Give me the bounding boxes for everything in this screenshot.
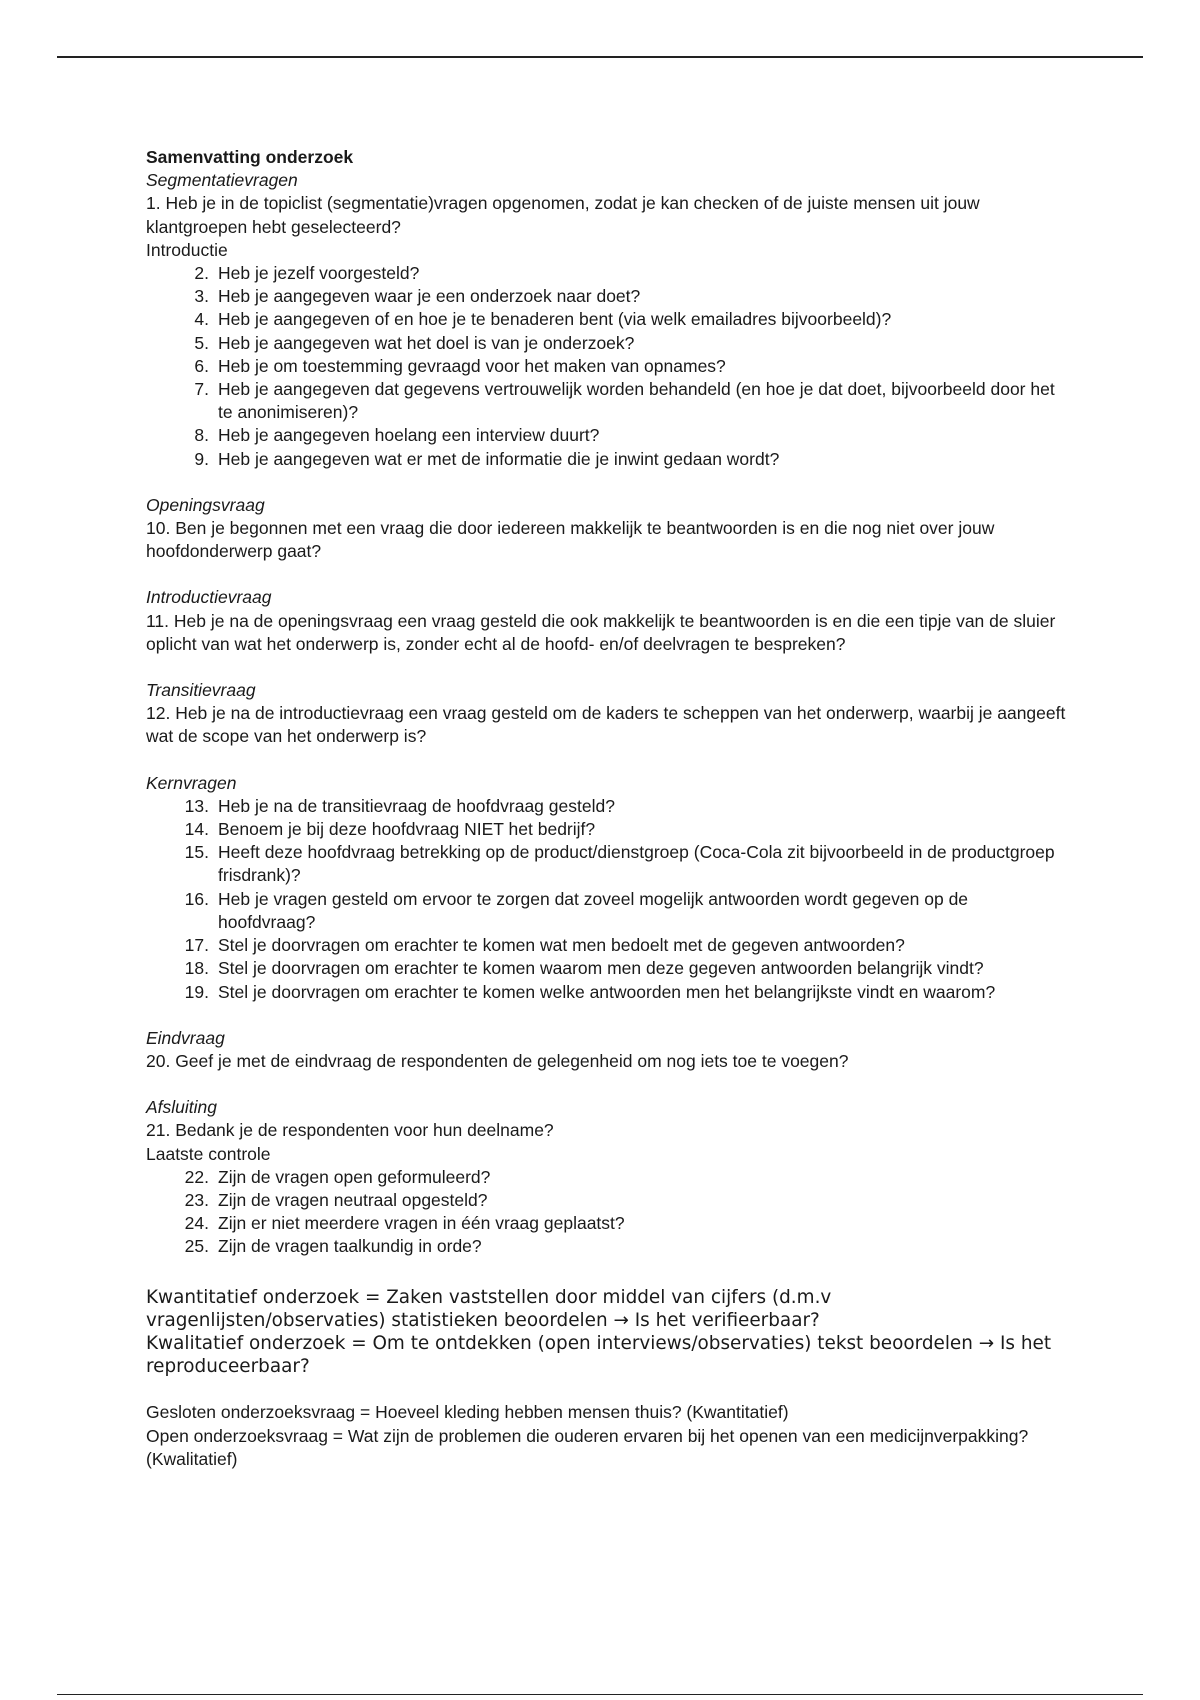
example-open: Open onderzoeksvraag = Wat zijn de problemen die ouderen ervaren bij het openen van een medicijnverpakking? (Kwalitatief)	[146, 1425, 1029, 1469]
list-text: Stel je doorvragen om erachter te komen wat men bedoelt met de gegeven antwoorden?	[218, 935, 905, 956]
list-text: Zijn er niet meerdere vragen in één vraag geplaatst?	[218, 1213, 625, 1234]
list-item	[146, 1212, 1066, 1235]
heading-openingsvraag: Openingsvraag	[146, 494, 265, 515]
list-number: 13.	[184, 795, 209, 816]
heading-segmentatievragen: Segmentatievragen	[146, 170, 298, 191]
list-text: Stel je doorvragen om erachter te komen waarom men deze gegeven antwoorden belangrijk vindt?	[218, 958, 984, 979]
list-item	[146, 981, 1066, 1004]
list-item	[146, 378, 1066, 424]
definitions-block	[146, 1286, 1066, 1379]
question-1: 1. Heb je in de topiclist (segmentatie)vragen opgenomen, zodat je kan checken of de juiste mensen uit jouw klantgroepen hebt geselecteerd?	[146, 193, 980, 237]
list-text: Heb je jezelf voorgesteld?	[218, 263, 420, 284]
heading-introductie: Introductie	[146, 239, 228, 260]
list-number: 9.	[194, 448, 209, 469]
list-number: 22.	[184, 1166, 209, 1187]
question-10: 10. Ben je begonnen met een vraag die door iedereen makkelijk te beantwoorden is en die nog niet over jouw hoofdonderwerp gaat?	[146, 518, 995, 562]
question-12: 12. Heb je na de introductievraag een vraag gesteld om de kaders te scheppen van het onderwerp, waarbij je aangeeft wat de scope van het onderwerp is?	[146, 703, 1066, 747]
list-item	[146, 424, 1066, 447]
examples-block	[146, 1401, 1066, 1471]
list-number: 16.	[184, 888, 209, 909]
list-item	[146, 1235, 1066, 1258]
list-item	[146, 285, 1066, 308]
definition-kwalitatief: Kwalitatief onderzoek = Om te ontdekken (open interviews/observaties) tekst beoordelen → Is het reproduceerbaar?	[146, 1332, 1052, 1378]
footer-rule	[57, 1694, 1143, 1695]
list-number: 14.	[184, 819, 209, 840]
heading-eindvraag: Eindvraag	[146, 1027, 225, 1048]
list-item	[146, 355, 1066, 378]
list-number: 23.	[184, 1189, 209, 1210]
question-21: 21. Bedank je de respondenten voor hun deelname?	[146, 1120, 554, 1141]
heading-transitievraag: Transitievraag	[146, 680, 256, 701]
list-item	[146, 308, 1066, 331]
list-item	[146, 332, 1066, 355]
heading-laatste-controle: Laatste controle	[146, 1143, 271, 1164]
list-item	[146, 818, 1066, 841]
list-text: Heb je om toestemming gevraagd voor het maken van opnames?	[218, 355, 726, 376]
list-text: Heb je aangegeven wat er met de informatie die je inwint gedaan wordt?	[218, 448, 780, 469]
heading-afsluiting: Afsluiting	[146, 1097, 218, 1118]
list-text: Zijn de vragen taalkundig in orde?	[218, 1236, 482, 1257]
list-text: Heeft deze hoofdvraag betrekking op de product/dienstgroep (Coca-Cola zit bijvoorbeeld in de productgroep frisdrank)?	[218, 842, 1055, 886]
list-number: 4.	[194, 309, 209, 330]
list-text: Heb je vragen gesteld om ervoor te zorgen dat zoveel mogelijk antwoorden wordt gegeven op de hoofdvraag?	[218, 888, 969, 932]
list-text: Heb je aangegeven wat het doel is van je onderzoek?	[218, 332, 635, 353]
document-title: Samenvatting onderzoek	[146, 147, 354, 167]
list-text: Zijn de vragen neutraal opgesteld?	[218, 1189, 488, 1210]
list-item	[146, 448, 1066, 471]
list-item	[146, 888, 1066, 934]
list-text: Stel je doorvragen om erachter te komen welke antwoorden men het belangrijkste vindt en waarom?	[218, 981, 996, 1002]
example-gesloten: Gesloten onderzoeksvraag = Hoeveel kleding hebben mensen thuis? (Kwantitatief)	[146, 1402, 789, 1423]
question-20: 20. Geef je met de eindvraag de respondenten de gelegenheid om nog iets toe te voegen?	[146, 1050, 849, 1071]
list-number: 15.	[184, 842, 209, 863]
list-number: 25.	[184, 1236, 209, 1257]
definition-kwantitatief: Kwantitatief onderzoek = Zaken vaststellen door middel van cijfers (d.m.v vragenlijsten/observaties) statistieken beoordelen → Is het verifieerbaar?	[146, 1286, 832, 1331]
heading-kernvragen: Kernvragen	[146, 772, 237, 793]
document-content	[146, 146, 1066, 1471]
list-number: 3.	[194, 286, 209, 307]
list-number: 2.	[194, 263, 209, 284]
list-number: 19.	[184, 981, 209, 1002]
list-text: Heb je aangegeven waar je een onderzoek naar doet?	[218, 286, 641, 307]
list-item	[146, 262, 1066, 285]
list-text: Benoem je bij deze hoofdvraag NIET het bedrijf?	[218, 819, 596, 840]
kernvragen-list	[146, 795, 1066, 1004]
list-number: 8.	[194, 425, 209, 446]
list-item	[146, 1166, 1066, 1189]
list-number: 18.	[184, 958, 209, 979]
list-text: Heb je aangegeven hoelang een interview duurt?	[218, 425, 600, 446]
list-item	[146, 957, 1066, 980]
list-number: 17.	[184, 935, 209, 956]
question-11: 11. Heb je na de openingsvraag een vraag gesteld die ook makkelijk te beantwoorden is en die een tipje van de sluier oplicht van wat het onderwerp is, zonder echt al de hoofd- en/of deelvragen te bespreken?	[146, 610, 1056, 654]
list-number: 5.	[194, 332, 209, 353]
list-text: Heb je aangegeven of en hoe je te benaderen bent (via welk emailadres bijvoorbeeld)?	[218, 309, 892, 330]
list-number: 6.	[194, 355, 209, 376]
list-number: 24.	[184, 1213, 209, 1234]
heading-introductievraag: Introductievraag	[146, 587, 272, 608]
controle-list	[146, 1166, 1066, 1259]
list-text: Heb je na de transitievraag de hoofdvraag gesteld?	[218, 795, 615, 816]
list-item	[146, 795, 1066, 818]
list-text: Zijn de vragen open geformuleerd?	[218, 1166, 491, 1187]
list-text: Heb je aangegeven dat gegevens vertrouwelijk worden behandeld (en hoe je dat doet, bijvoorbeeld door het te anonimiseren)?	[218, 379, 1055, 423]
list-number: 7.	[194, 379, 209, 400]
list-item	[146, 1189, 1066, 1212]
introductie-list	[146, 262, 1066, 471]
list-item	[146, 934, 1066, 957]
header-rule	[57, 56, 1143, 58]
list-item	[146, 841, 1066, 887]
